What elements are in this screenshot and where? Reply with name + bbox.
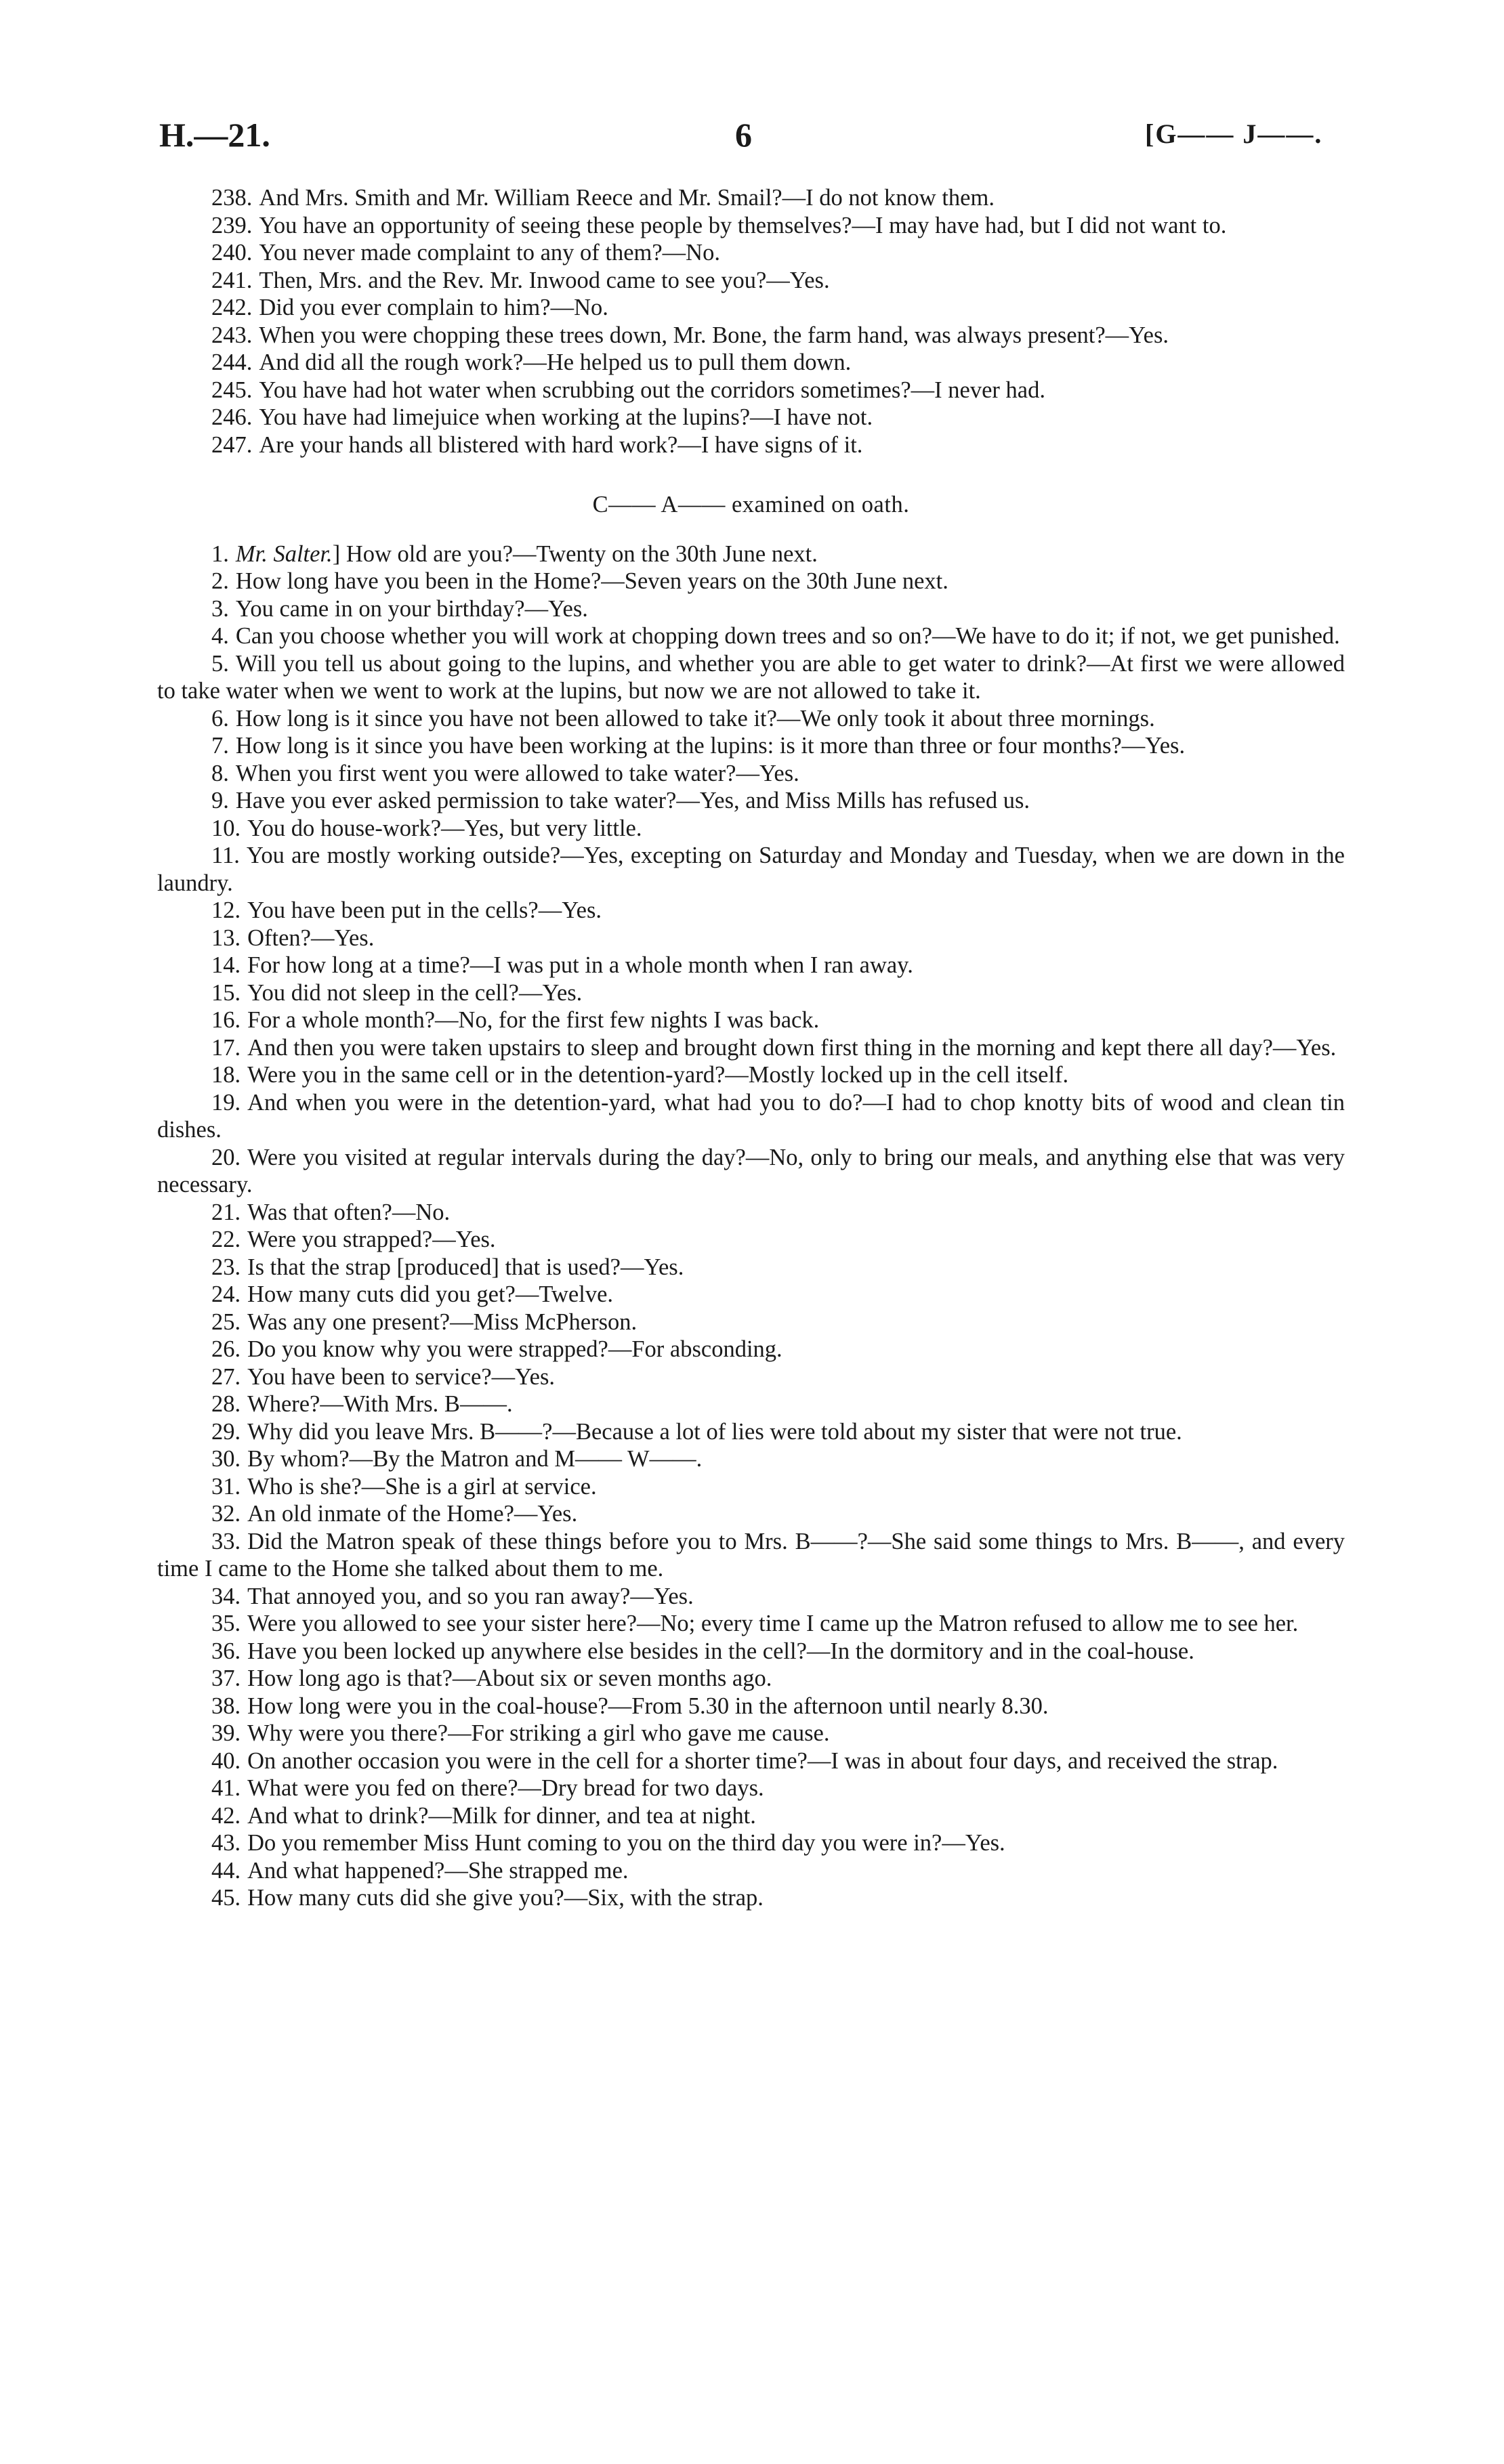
question-paragraph [157,1802,1345,1830]
question-number: 13. [211,925,241,951]
question-number: 244. [211,349,253,375]
question-paragraph [157,787,1345,815]
question-paragraph [157,760,1345,788]
question-paragraph [157,267,1345,295]
question-text: That annoyed you, and so you ran away?—Yes. [247,1583,694,1609]
question-number: 4. [211,623,229,649]
question-number: 242. [211,295,253,320]
question-paragraph [157,1006,1345,1034]
question-text: By whom?—By the Matron and M—— W——. [247,1446,703,1472]
question-paragraph [157,1199,1345,1227]
question-text: Can you choose whether you will work at chopping down trees and so on?—We have to do it; if not, we get punished. [235,623,1340,649]
question-number: 34. [211,1583,241,1609]
question-number: 17. [211,1034,241,1061]
question-text: And what happened?—She strapped me. [247,1857,629,1884]
question-paragraph [157,1363,1345,1391]
running-head: [G—— J——. [1145,119,1323,149]
question-text: You have an opportunity of seeing these people by themselves?—I may have had, but I did not want to. [259,212,1227,238]
question-text: Was that often?—No. [247,1199,451,1225]
question-text: You have been put in the cells?—Yes. [247,897,602,923]
question-number: 24. [211,1281,241,1307]
testimony-list [157,568,1345,1912]
question-text: Have you been locked up anywhere else besides in the cell?—In the dormitory and in the coal-house. [247,1638,1194,1664]
document-body [157,184,1345,1912]
question-paragraph [157,1418,1345,1446]
question-paragraph [157,1638,1345,1665]
question-text: How long were you in the coal-house?—From 5.30 in the afternoon until nearly 8.30. [247,1693,1049,1719]
question-text: How many cuts did you get?—Twelve. [247,1281,614,1307]
question-paragraph [157,1857,1345,1885]
question-number: 12. [211,897,241,923]
question-number: 11. [211,843,240,868]
question-paragraph [157,897,1345,925]
question-paragraph [157,842,1345,897]
question-number: 41. [211,1775,241,1801]
question-paragraph: 1. Mr. Salter.] How old are you?—Twenty on the 30th June next. [211,540,818,567]
question-number: 10. [211,815,241,841]
page-header [0,115,1504,163]
examiner-name: Mr. Salter. [235,540,333,567]
question-number: 28. [211,1391,241,1417]
question-number: 20. [211,1144,241,1170]
question-number: 6. [211,705,229,731]
question-text: And did all the rough work?—He helped us to pull them down. [259,349,852,375]
question-number: 23. [211,1254,241,1280]
question-text: How long ago is that?—About six or seven months ago. [247,1665,772,1691]
question-paragraph [157,952,1345,979]
question-text: For a whole month?—No, for the first few nights I was back. [247,1007,820,1033]
question-paragraph [157,1445,1345,1473]
question-number: 22. [211,1227,241,1252]
question-text: When you were chopping these trees down, Mr. Bone, the farm hand, was always present?—Yes. [259,322,1169,348]
question-number: 241. [211,267,253,293]
question-text: How many cuts did she give you?—Six, with the strap. [247,1885,764,1911]
question-number: 19. [211,1089,241,1116]
question-number: 16. [211,1007,241,1033]
question-paragraph [157,1226,1345,1254]
question-text: You are mostly working outside?—Yes, excepting on Saturday and Monday and Tuesday, when we are down in the laundry. [157,843,1345,896]
question-text: Then, Mrs. and the Rev. Mr. Inwood came to see you?—Yes. [259,267,830,293]
question-text: And what to drink?—Milk for dinner, and tea at night. [247,1802,756,1829]
question-text: Do you know why you were strapped?—For absconding. [247,1336,782,1362]
question-number: 36. [211,1638,241,1664]
question-number: 45. [211,1885,241,1911]
question-number: 44. [211,1857,241,1884]
question-paragraph [157,1665,1345,1693]
page-number: 6 [735,116,752,154]
question-paragraph [157,1610,1345,1638]
question-text: When you first went you were allowed to take water?—Yes. [235,760,799,786]
question-text: On another occasion you were in the cell for a shorter time?—I was in about four days, and received the strap. [247,1747,1278,1774]
question-text: Were you visited at regular intervals during the day?—No, only to bring our meals, and anything else that was very necessary. [157,1144,1345,1197]
question-text: Do you remember Miss Hunt coming to you on the third day you were in?—Yes. [247,1830,1005,1856]
question-paragraph [157,1583,1345,1611]
witness-heading: C—— A—— examined on oath. [592,492,910,517]
question-paragraph [157,925,1345,952]
question-number: 37. [211,1665,241,1691]
question-number: 246. [211,404,253,430]
question-number: 3. [211,595,229,622]
question-number: 27. [211,1363,241,1390]
question-paragraph [157,1473,1345,1501]
question-number: 239. [211,212,253,238]
question-text: An old inmate of the Home?—Yes. [247,1501,578,1527]
question-text: Have you ever asked permission to take water?—Yes, and Miss Mills has refused us. [235,788,1030,813]
question-number: 2. [211,568,229,594]
question-paragraph [157,431,1345,459]
question-text: How old are you?—Twenty on the 30th June next. [346,540,818,567]
question-text: Are your hands all blistered with hard work?—I have signs of it. [259,431,863,458]
question-text: You came in on your birthday?—Yes. [235,595,588,622]
question-number: 7. [211,733,229,759]
question-number: 5. [211,650,229,677]
question-paragraph [157,212,1345,240]
question-text: Was any one present?—Miss McPherson. [247,1309,638,1335]
question-number: 39. [211,1720,241,1746]
question-paragraph [157,377,1345,404]
question-paragraph [157,1254,1345,1281]
question-text: Why were you there?—For striking a girl who gave me cause. [247,1720,830,1746]
question-number: 32. [211,1501,241,1527]
question-text: You have been to service?—Yes. [247,1363,555,1390]
question-text: And then you were taken upstairs to sleep and brought down first thing in the morning and kept there all day?—Yes. [247,1034,1337,1061]
question-text: Were you strapped?—Yes. [247,1227,496,1252]
question-paragraph [157,322,1345,349]
question-paragraph [157,815,1345,843]
question-text: How long is it since you have been working at the lupins: is it more than three or four months?—Yes. [235,733,1186,759]
question-text: You never made complaint to any of them?—No. [259,240,720,265]
question-text: Were you in the same cell or in the detention-yard?—Mostly locked up in the cell itself. [247,1062,1069,1088]
question-text: Will you tell us about going to the lupins, and whether you are able to get water to drink?—At first we were allowed to take water when we went to work at the lupins, but now we are not allowed to take it. [157,650,1345,704]
question-number: 40. [211,1747,241,1774]
report-code: H.—21. [159,116,270,154]
question-paragraph [157,349,1345,377]
question-paragraph [157,1500,1345,1528]
question-number: 25. [211,1309,241,1335]
question-number: 8. [211,760,229,786]
question-paragraph [157,1720,1345,1747]
question-paragraph [157,1884,1345,1912]
question-paragraph [157,1775,1345,1802]
question-paragraph [157,184,1345,212]
question-paragraph [157,239,1345,267]
question-paragraph [157,294,1345,322]
question-number: 247. [211,431,253,458]
question-text: Why did you leave Mrs. B——?—Because a lot of lies were told about my sister that were not true. [247,1418,1182,1445]
question-paragraph [157,568,1345,595]
question-paragraph [157,1034,1345,1062]
question-paragraph [157,979,1345,1007]
question-number: 43. [211,1830,241,1856]
question-number: 9. [211,788,229,813]
question-text: And when you were in the detention-yard, what had you to do?—I had to chop knotty bits of wood and clean tin dishes. [157,1089,1345,1143]
question-text: You have had limejuice when working at the lupins?—I have not. [259,404,873,430]
question-text: You did not sleep in the cell?—Yes. [247,979,583,1006]
question-number: 29. [211,1418,241,1445]
question-paragraph [157,1309,1345,1336]
question-paragraph [157,1693,1345,1720]
question-paragraph [157,1747,1345,1775]
testimony-continued [157,184,1345,459]
question-paragraph [157,732,1345,760]
question-paragraph [157,1061,1345,1089]
question-paragraph [157,1089,1345,1144]
question-text: Who is she?—She is a girl at service. [247,1473,597,1500]
question-number: 42. [211,1802,241,1829]
question-text: How long have you been in the Home?—Seven years on the 30th June next. [235,568,948,594]
question-paragraph [157,1390,1345,1418]
question-number: 15. [211,979,241,1006]
question-paragraph [157,1281,1345,1309]
question-number: 240. [211,240,253,265]
question-text: Did you ever complain to him?—No. [259,295,608,320]
question-number: 33. [211,1528,241,1554]
question-text: What were you fed on there?—Dry bread for two days. [247,1775,764,1801]
question-text: You have had hot water when scrubbing out the corridors sometimes?—I never had. [259,377,1045,403]
question-paragraph [157,1336,1345,1363]
question-paragraph [157,1528,1345,1583]
question-number: 18. [211,1062,241,1088]
question-paragraph [157,650,1345,705]
question-number: 243. [211,322,253,348]
question-number: 30. [211,1446,241,1472]
question-number: 31. [211,1473,241,1500]
question-text: Did the Matron speak of these things before you to Mrs. B——?—She said some things to Mrs. B——, and every time I came to the Home she talked about them to me. [157,1528,1345,1581]
question-text: Often?—Yes. [247,925,375,951]
question-text: You do house-work?—Yes, but very little. [247,815,642,841]
question-number: 238. [211,185,253,211]
question-number: 26. [211,1336,241,1362]
question-number: 245. [211,377,253,403]
question-text: Is that the strap [produced] that is used?—Yes. [247,1254,684,1280]
question-text: How long is it since you have not been allowed to take it?—We only took it about three mornings. [235,705,1155,731]
question-paragraph [157,1829,1345,1857]
question-text: Where?—With Mrs. B——. [247,1391,513,1417]
question-text: And Mrs. Smith and Mr. William Reece and Mr. Smail?—I do not know them. [259,185,995,211]
question-number: 1. [211,540,229,567]
question-paragraph [157,622,1345,650]
question-number: 35. [211,1611,241,1636]
question-paragraph [157,404,1345,431]
question-number: 21. [211,1199,241,1225]
question-text: Were you allowed to see your sister here?—No; every time I came up the Matron refused to allow me to see her. [247,1611,1299,1636]
question-number: 14. [211,952,241,978]
question-paragraph [157,595,1345,623]
question-paragraph [157,1144,1345,1199]
question-text: For how long at a time?—I was put in a whole month when I ran away. [247,952,913,978]
question-paragraph [157,705,1345,733]
question-number: 38. [211,1693,241,1719]
